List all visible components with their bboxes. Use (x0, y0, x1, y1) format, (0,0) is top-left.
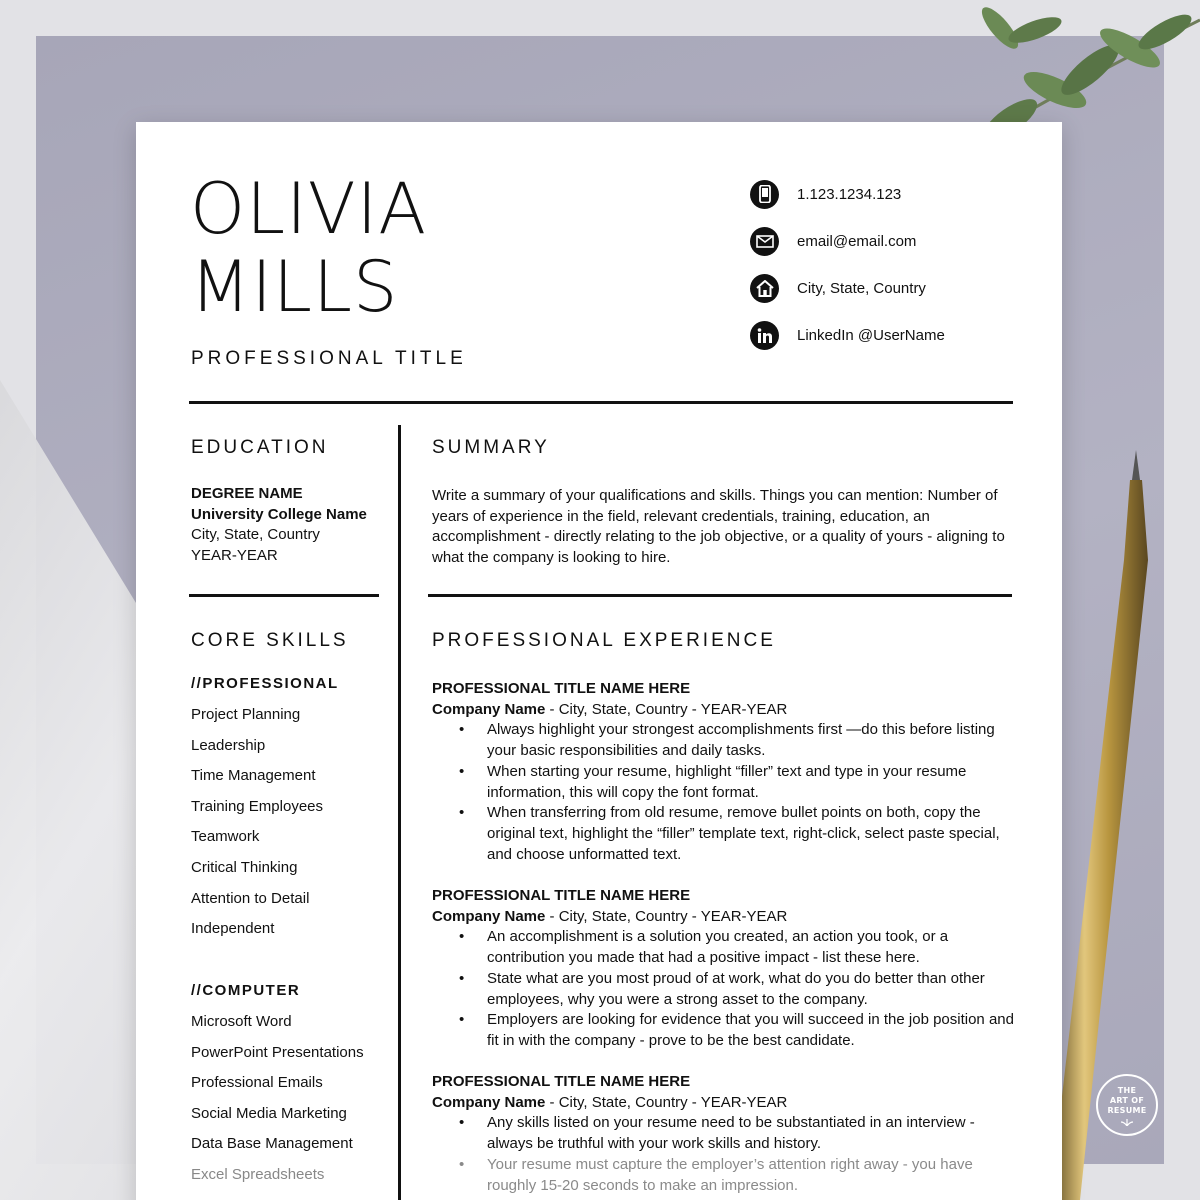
professional-skills-heading: //PROFESSIONAL (191, 675, 339, 692)
professional-skills (191, 675, 339, 950)
skill-item: Leadership (191, 736, 266, 754)
contact-linkedin: LinkedIn @UserName (750, 320, 945, 350)
candidate-name: OLIVIA MILLS (190, 168, 428, 328)
job-title: PROFESSIONAL TITLE NAME HERE (432, 887, 691, 904)
job-bullet: • Any skills listed on your resume need to be substantiated in an interview - always be truthful with your work skills and history. (432, 1113, 1022, 1154)
skill-item: Independent (191, 920, 275, 938)
phone-icon (750, 180, 779, 209)
summary-heading: SUMMARY (432, 437, 550, 458)
education-divider (189, 594, 379, 597)
contact-phone: 1.123.1234.123 (750, 179, 945, 209)
home-icon (750, 274, 779, 303)
skill-item: Teamwork (191, 828, 260, 846)
contact-list (750, 179, 945, 367)
job-bullet: • Employers are looking for evidence that you will succeed in the job position and fit in with the company - prove to be the best candidate. (432, 1010, 1022, 1051)
job-company-line: Company Name - City, State, Country - YEAR-YEAR (432, 1093, 788, 1111)
job-entry (432, 679, 1022, 865)
skill-item: Professional Emails (191, 1074, 323, 1092)
core-skills-heading: CORE SKILLS (191, 630, 349, 651)
skill-item: PowerPoint Presentations (191, 1043, 364, 1061)
skill-item: Data Base Management (191, 1135, 353, 1153)
job-bullet: • An accomplishment is a solution you created, an action you took, or a contribution you made that had a positive impact - list these here. (432, 927, 1022, 968)
header-divider (189, 401, 1013, 404)
job-title: PROFESSIONAL TITLE NAME HERE (432, 680, 691, 697)
skill-item: Training Employees (191, 797, 324, 815)
computer-skills-heading: //COMPUTER (191, 982, 301, 999)
contact-email: email@email.com (750, 226, 945, 256)
contact-location: City, State, Country (750, 273, 945, 303)
skill-item: Project Planning (191, 706, 301, 723)
job-bullet: • State what are you most proud of at work, what do you do better than other employees, why you were a strong asset to the company. (432, 969, 1022, 1010)
resume-sheet (136, 122, 1062, 1200)
skill-item: Microsoft Word (191, 1013, 292, 1030)
summary-divider (428, 594, 1012, 597)
linkedin-icon (750, 321, 779, 350)
education-block: DEGREE NAME University College Name City, State, Country YEAR-YEAR (191, 485, 367, 564)
skill-item: Social Media Marketing (191, 1104, 347, 1122)
job-entry (432, 886, 1022, 1052)
column-divider (398, 425, 401, 1200)
job-bullet: • Your resume must capture the employer’s attention right away - you have roughly 15-20 seconds to make an impression. (432, 1155, 1022, 1196)
summary-text: Write a summary of your qualifications and skills. Things you can mention: Number of years of experience in the field, relevant credentials, training, education, an accomplishment - directly relating to the job objective, or a quality of yours - aligning to what the company is looking to hire. (432, 487, 1005, 567)
education-heading: EDUCATION (191, 437, 329, 458)
email-icon (750, 227, 779, 256)
job-bullet: • When transferring from old resume, remove bullet points on both, copy the original text, highlight the “filler” template text, right-click, select paste special, and choose unformatted text. (432, 803, 1022, 865)
skill-item: Critical Thinking (191, 858, 298, 876)
art-of-resume-logo: THE ART OF RESUME (1096, 1074, 1158, 1136)
job-entry (432, 1072, 1022, 1196)
computer-skills (191, 982, 364, 1196)
skill-item: Attention to Detail (191, 889, 310, 907)
job-title: PROFESSIONAL TITLE NAME HERE (432, 1073, 691, 1090)
skill-item: Time Management (191, 767, 316, 785)
job-bullet: • Always highlight your strongest accomplishments first —do this before listing your basic responsibilities and daily tasks. (432, 720, 1022, 761)
experience-heading: PROFESSIONAL EXPERIENCE (432, 630, 776, 651)
sprig-icon (1120, 1118, 1134, 1126)
skill-item: Excel Spreadsheets (191, 1165, 325, 1183)
job-company-line: Company Name - City, State, Country - YEAR-YEAR (432, 907, 788, 925)
job-bullet: • When starting your resume, highlight “filler” text and type in your resume information, this will copy the font format. (432, 762, 1022, 803)
professional-title: PROFESSIONAL TITLE (191, 348, 467, 369)
job-company-line: Company Name - City, State, Country - YEAR-YEAR (432, 700, 788, 718)
